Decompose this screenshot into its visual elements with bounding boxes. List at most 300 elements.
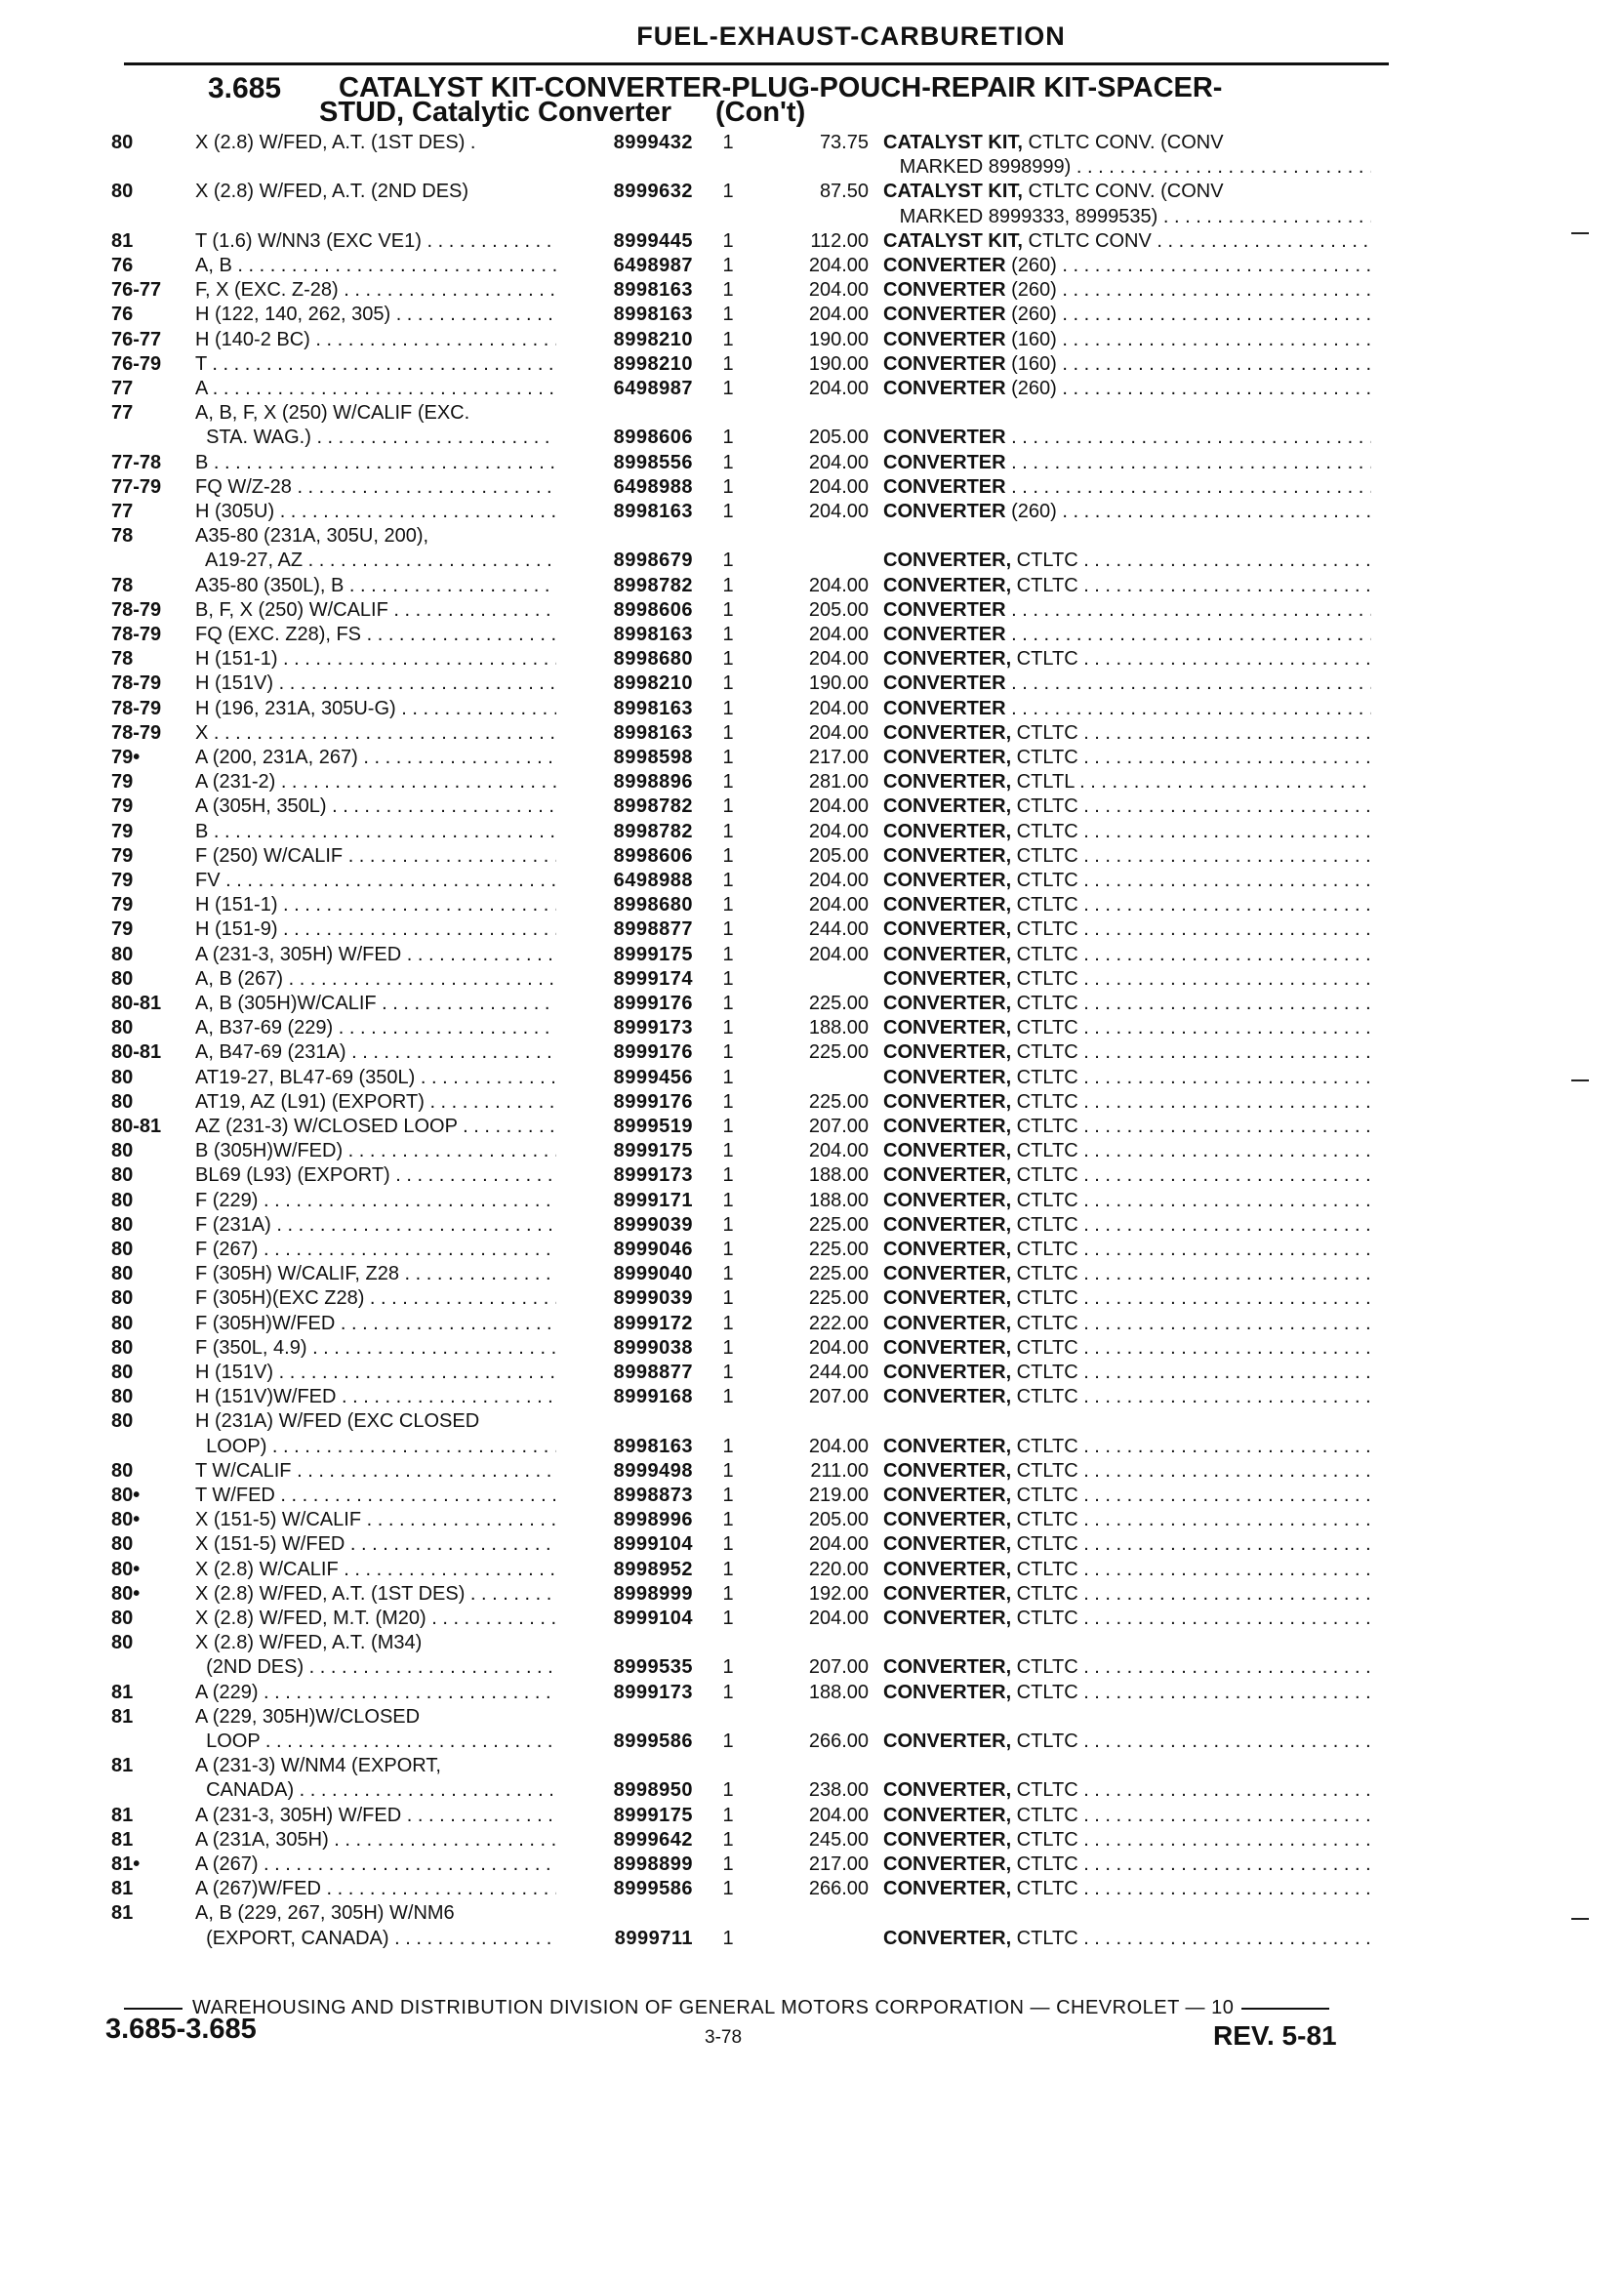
model-year: 76-77 — [111, 279, 162, 302]
part-name — [883, 574, 1371, 598]
part-name-detail: CTLTC — [1011, 1239, 1078, 1260]
part-name-detail: (160) — [1005, 328, 1057, 350]
model-year: 80• — [111, 1558, 141, 1580]
part-name — [883, 598, 1371, 623]
model-year: 80 — [111, 1213, 134, 1236]
part-name-detail: CTLTC CONV. (CONV — [1022, 181, 1224, 203]
price: 188.00 — [808, 1681, 869, 1703]
model-year: 76 — [111, 304, 134, 326]
part-name-primary: CONVERTER — [883, 378, 1006, 399]
part-number: 8999632 — [613, 181, 693, 203]
part-number: 8998782 — [613, 795, 693, 818]
part-name — [883, 967, 1371, 992]
price: 204.00 — [808, 721, 869, 744]
part-name-detail: CTLTC — [1011, 1164, 1078, 1187]
quantity: 1 — [722, 1878, 734, 1900]
part-name-detail: CTLTC — [1011, 574, 1078, 596]
quantity: 1 — [722, 1386, 734, 1408]
part-name-primary: CONVERTER, — [883, 1582, 1012, 1605]
quantity: 1 — [722, 967, 734, 990]
quantity: 1 — [722, 1090, 734, 1113]
page-header-title: FUEL-EXHAUST-CARBURETION — [636, 21, 1066, 51]
application-description: A, B47-69 (231A) . . . — [195, 1040, 556, 1065]
part-name-detail: CTLTC — [1011, 1116, 1078, 1137]
quantity: 1 — [722, 747, 734, 768]
part-number: 8999040 — [613, 1263, 693, 1285]
part-name-primary: CONVERTER, — [883, 1730, 1012, 1752]
price: 204.00 — [808, 894, 869, 916]
application-description: F (267) . . . — [195, 1238, 556, 1262]
quantity: 1 — [722, 1779, 734, 1802]
price: 204.00 — [808, 795, 869, 818]
price: 192.00 — [808, 1582, 869, 1605]
part-name — [883, 1312, 1371, 1336]
model-year: 80 — [111, 1287, 134, 1310]
part-name-primary: CONVERTER, — [883, 1828, 1012, 1851]
price: 188.00 — [808, 1017, 869, 1039]
part-name — [883, 1655, 1371, 1680]
part-name — [883, 254, 1371, 278]
price: 204.00 — [808, 304, 869, 326]
price: 204.00 — [808, 255, 869, 276]
price: 204.00 — [808, 943, 869, 965]
application-description: H (305U) . . . — [195, 500, 556, 524]
part-number: 8998163 — [613, 697, 693, 719]
model-year: 78-79 — [111, 598, 162, 621]
part-name-detail: CTLTC — [1011, 967, 1078, 990]
part-name-detail: CTLTC — [1011, 1459, 1078, 1482]
application-description: A (229) . . . — [195, 1681, 556, 1705]
quantity: 1 — [722, 1459, 734, 1482]
part-name — [883, 1139, 1371, 1163]
application-description: A . . . — [195, 377, 556, 401]
price: 190.00 — [808, 352, 869, 375]
part-name — [883, 1385, 1371, 1409]
part-name-detail: CTLTC — [1011, 1779, 1078, 1802]
application-description: A (267) . . . — [195, 1852, 556, 1877]
part-name — [883, 746, 1371, 770]
model-year: 77-79 — [111, 475, 162, 498]
part-name-primary: CATALYST KIT, — [883, 229, 1023, 252]
quantity: 1 — [722, 475, 734, 498]
part-name — [883, 278, 1371, 303]
application-description: A (231-2) . . . — [195, 770, 556, 794]
quantity: 1 — [722, 894, 734, 916]
quantity: 1 — [722, 697, 734, 719]
part-name-primary: CATALYST KIT, — [883, 181, 1023, 203]
model-year: 77 — [111, 501, 134, 522]
part-name-primary: CONVERTER, — [883, 1213, 1012, 1236]
part-name-primary: CONVERTER — [883, 352, 1006, 375]
part-name-detail: CTLTC — [1011, 894, 1078, 916]
part-name-primary: CONVERTER, — [883, 1362, 1012, 1383]
application-description: F (305H) W/CALIF, Z28 . . . — [195, 1262, 556, 1286]
application-description: A (229, 305H)W/CLOSED — [195, 1705, 421, 1728]
price: 112.00 — [810, 229, 869, 252]
part-number: 8999535 — [613, 1656, 693, 1679]
price: 205.00 — [808, 1509, 869, 1531]
part-name — [883, 794, 1371, 819]
part-name — [883, 1532, 1371, 1557]
quantity: 1 — [722, 1533, 734, 1556]
part-name — [883, 1115, 1371, 1139]
quantity: 1 — [722, 1263, 734, 1285]
price: 204.00 — [808, 1608, 869, 1629]
part-name — [883, 1040, 1371, 1065]
part-name — [883, 672, 1371, 696]
footer-division-line — [124, 1997, 1329, 2019]
part-number: 8998782 — [613, 820, 693, 842]
model-year: 79 — [111, 820, 134, 842]
price: 204.00 — [808, 648, 869, 671]
application-description: A, B (267) . . . — [195, 967, 556, 992]
application-description: H (151V)W/FED . . . — [195, 1385, 556, 1409]
application-description: B (305H)W/FED) . . . — [195, 1139, 556, 1163]
part-name-primary: CONVERTER, — [883, 550, 1012, 572]
section-number: 3.685 — [208, 72, 282, 104]
application-description: F (305H)W/FED . . . — [195, 1312, 556, 1336]
application-description: T (1.6) W/NN3 (EXC VE1) . . . — [195, 229, 556, 254]
part-name-detail: CTLTC — [1011, 918, 1078, 941]
part-number: 8999172 — [613, 1312, 693, 1334]
part-name — [883, 1262, 1371, 1286]
part-name-detail: CTLTC — [1011, 1435, 1078, 1457]
part-name-primary: CONVERTER — [883, 255, 1006, 276]
model-year: 78-79 — [111, 697, 162, 719]
part-number: 8998163 — [613, 304, 693, 326]
price: 219.00 — [808, 1485, 869, 1506]
quantity: 1 — [722, 1681, 734, 1703]
price: 204.00 — [808, 820, 869, 842]
margin-tick — [1571, 1079, 1589, 1081]
application-description: LOOP) . . . — [195, 1435, 556, 1459]
application-description: A (267)W/FED . . . — [195, 1877, 556, 1901]
part-name-detail: CTLTC — [1011, 1386, 1078, 1408]
part-number: 8998952 — [613, 1558, 693, 1580]
part-number: 8998210 — [613, 328, 693, 350]
application-description: H (196, 231A, 305U-G) . . . — [195, 697, 556, 721]
part-name — [883, 205, 1371, 229]
model-year: 80• — [111, 1485, 141, 1506]
model-year: 78-79 — [111, 721, 162, 744]
part-name-primary: CONVERTER, — [883, 1287, 1012, 1310]
part-name — [883, 1163, 1371, 1188]
application-description: H (140-2 BC) . . . — [195, 328, 556, 352]
model-year: 76-77 — [111, 328, 162, 350]
part-name-primary: CONVERTER — [883, 328, 1006, 350]
part-name — [883, 1804, 1371, 1828]
part-name-primary: CONVERTER, — [883, 1927, 1012, 1949]
footer-section-range: 3.685-3.685 — [105, 2014, 257, 2045]
part-number: 8998996 — [613, 1509, 693, 1531]
part-number: 8998899 — [613, 1853, 693, 1875]
price: 204.00 — [808, 1336, 869, 1359]
price: 204.00 — [808, 870, 869, 891]
price: 204.00 — [808, 1140, 869, 1162]
price: 225.00 — [808, 1239, 869, 1260]
part-name-detail: CTLTC — [1011, 844, 1078, 867]
part-name-detail: CTLTC — [1011, 1485, 1078, 1506]
part-name-primary: CATALYST KIT, — [883, 132, 1023, 153]
part-name — [883, 697, 1371, 721]
part-name-primary: CONVERTER, — [883, 1804, 1012, 1826]
part-name-primary: CONVERTER, — [883, 1779, 1012, 1802]
part-name — [883, 1828, 1371, 1852]
price: 207.00 — [808, 1116, 869, 1137]
part-name — [883, 1016, 1371, 1040]
part-number: 8998163 — [613, 279, 693, 302]
quantity: 1 — [722, 943, 734, 965]
model-year: 80-81 — [111, 1116, 162, 1137]
part-name-primary: CONVERTER — [883, 475, 1006, 498]
price: 225.00 — [808, 1287, 869, 1310]
model-year: 81 — [111, 1681, 134, 1703]
model-year: 80 — [111, 181, 134, 203]
application-description: A (231A, 305H) . . . — [195, 1828, 556, 1852]
part-number: 8998999 — [613, 1582, 693, 1605]
application-description: A19-27, AZ . . . — [195, 549, 556, 573]
application-description: X . . . — [195, 721, 556, 746]
part-name-detail: CTLTC — [1011, 993, 1078, 1014]
part-number: 8999175 — [613, 1140, 693, 1162]
part-number: 8999586 — [613, 1878, 693, 1900]
quantity: 1 — [722, 1927, 734, 1949]
application-description: X (151-5) W/CALIF . . . — [195, 1508, 556, 1532]
part-name-detail: CTLTC — [1011, 1533, 1078, 1556]
application-description: AZ (231-3) W/CLOSED LOOP . . . — [195, 1115, 556, 1139]
part-name — [883, 1435, 1371, 1459]
part-name — [883, 1852, 1371, 1877]
quantity: 1 — [722, 501, 734, 522]
quantity: 1 — [722, 1066, 734, 1088]
part-name-primary: CONVERTER — [883, 624, 1006, 645]
part-name — [883, 1877, 1371, 1901]
application-description: STA. WAG.) . . . — [195, 426, 556, 450]
part-name-detail: CTLTC — [1011, 747, 1078, 768]
model-year: 81 — [111, 1902, 134, 1925]
part-name-detail: CTLTC — [1011, 1730, 1078, 1752]
application-description: X (2.8) W/CALIF . . . — [195, 1558, 556, 1582]
model-year: 79 — [111, 795, 134, 818]
part-name-detail: CTLTC — [1011, 1853, 1078, 1875]
footer-page-number: 3-78 — [705, 2027, 743, 2048]
part-name — [883, 1607, 1371, 1631]
price: 190.00 — [808, 672, 869, 695]
model-year: 79 — [111, 844, 134, 867]
quantity: 1 — [722, 1239, 734, 1260]
application-description: A35-80 (350L), B . . . — [195, 574, 556, 598]
model-year: 80 — [111, 1164, 134, 1187]
part-name — [883, 721, 1371, 746]
price: 204.00 — [808, 1435, 869, 1457]
quantity: 1 — [722, 1336, 734, 1359]
part-number: 6498988 — [613, 475, 693, 498]
application-description: A (231-3) W/NM4 (EXPORT, — [195, 1755, 441, 1777]
part-name-primary: CONVERTER, — [883, 1116, 1012, 1137]
price: 238.00 — [808, 1779, 869, 1802]
price: 225.00 — [808, 993, 869, 1014]
part-number: 8999642 — [613, 1828, 693, 1851]
part-name-primary: CONVERTER — [883, 279, 1006, 302]
model-year: 77 — [111, 402, 134, 425]
quantity: 1 — [722, 1730, 734, 1752]
part-name-detail: CTLTC — [1011, 870, 1078, 891]
section-title: CATALYST KIT-CONVERTER-PLUG-POUCH-REPAIR KIT-SPACER- — [339, 72, 1223, 103]
part-name — [883, 229, 1371, 254]
model-year: 81 — [111, 1755, 134, 1777]
part-number: 8999039 — [613, 1213, 693, 1236]
application-description: AT19, AZ (L91) (EXPORT) . . . — [195, 1090, 556, 1115]
part-name-detail: CTLTC CONV — [1022, 229, 1152, 252]
part-name-primary: CONVERTER, — [883, 1608, 1012, 1629]
part-name-primary: CONVERTER — [883, 598, 1006, 621]
part-name-primary: CONVERTER, — [883, 993, 1012, 1014]
application-description: A (305H, 350L) . . . — [195, 794, 556, 819]
price: 204.00 — [808, 475, 869, 498]
part-name-primary: CONVERTER, — [883, 1558, 1012, 1580]
part-number: 8998210 — [613, 352, 693, 375]
part-name-detail: CTLTC — [1011, 943, 1078, 965]
model-year: 80• — [111, 1509, 141, 1531]
part-number: 8998950 — [613, 1779, 693, 1802]
part-name-primary: CONVERTER, — [883, 721, 1012, 744]
part-name — [883, 1066, 1371, 1090]
price: 281.00 — [808, 771, 869, 794]
application-description: H (151V) . . . — [195, 1361, 556, 1385]
part-name — [883, 377, 1371, 401]
price: 204.00 — [808, 501, 869, 522]
part-name-primary: CONVERTER, — [883, 1853, 1012, 1875]
part-name — [883, 820, 1371, 844]
application-description: AT19-27, BL47-69 (350L) . . . — [195, 1066, 556, 1090]
part-number: 8999173 — [613, 1017, 693, 1039]
part-number: 8998556 — [613, 451, 693, 473]
model-year: 80 — [111, 1410, 134, 1433]
quantity: 1 — [722, 598, 734, 621]
model-year: 80 — [111, 967, 134, 990]
price: 207.00 — [808, 1386, 869, 1408]
application-description: A (231-3, 305H) W/FED . . . — [195, 1804, 556, 1828]
part-name — [883, 1558, 1371, 1582]
part-name — [883, 328, 1371, 352]
quantity: 1 — [722, 1362, 734, 1383]
model-year: 78-79 — [111, 672, 162, 695]
part-name-detail: CTLTC — [1011, 1681, 1078, 1703]
part-name — [883, 1927, 1371, 1951]
application-description: A (200, 231A, 267) . . . — [195, 746, 556, 770]
part-name-detail: CTLTC — [1011, 550, 1078, 572]
part-name-detail: CTLTC — [1011, 1287, 1078, 1310]
part-name-primary: CONVERTER, — [883, 1041, 1012, 1064]
part-name — [883, 869, 1371, 893]
model-year: 80 — [111, 1140, 134, 1162]
quantity: 1 — [722, 993, 734, 1014]
quantity: 1 — [722, 1509, 734, 1531]
application-description: H (151-1) . . . — [195, 647, 556, 672]
model-year: 80 — [111, 1263, 134, 1285]
application-description: T W/FED . . . — [195, 1484, 556, 1508]
model-year: 80 — [111, 1090, 134, 1113]
part-number: 8998877 — [613, 918, 693, 941]
part-name-detail: (260) — [1005, 304, 1057, 326]
quantity: 1 — [722, 1213, 734, 1236]
price: 225.00 — [808, 1090, 869, 1113]
model-year: 78 — [111, 574, 134, 596]
application-description: T . . . — [195, 352, 556, 377]
quantity: 1 — [722, 1804, 734, 1826]
part-name-detail: CTLTC — [1011, 648, 1078, 671]
model-year: 79 — [111, 771, 134, 794]
application-description: (2ND DES) . . . — [195, 1655, 556, 1680]
quantity: 1 — [722, 624, 734, 645]
application-description: H (151-1) . . . — [195, 893, 556, 917]
quantity: 1 — [722, 378, 734, 399]
application-description: T W/CALIF . . . — [195, 1459, 556, 1484]
part-name-primary: CONVERTER, — [883, 1189, 1012, 1211]
section-subtitle-text: STUD, Catalytic Converter — [319, 97, 671, 128]
application-description: X (2.8) W/FED, A.T. (2ND DES) — [195, 181, 469, 203]
price: 207.00 — [808, 1656, 869, 1679]
part-name-detail: CTLTC — [1011, 1927, 1078, 1949]
application-description: A, B . . . — [195, 254, 556, 278]
model-year: 78 — [111, 525, 134, 548]
part-name-primary: CONVERTER, — [883, 1681, 1012, 1703]
part-name — [883, 623, 1371, 647]
part-name-detail: CTLTC — [1011, 1336, 1078, 1359]
price: 266.00 — [808, 1878, 869, 1900]
price: 217.00 — [808, 747, 869, 768]
price: 222.00 — [808, 1312, 869, 1334]
part-name-detail: CTLTC — [1011, 1878, 1078, 1900]
quantity: 1 — [722, 844, 734, 867]
model-year: 81 — [111, 229, 134, 252]
price: 211.00 — [810, 1459, 869, 1482]
model-year: 76 — [111, 255, 134, 276]
application-description: H (151-9) . . . — [195, 917, 556, 942]
quantity: 1 — [722, 550, 734, 572]
part-name — [883, 1484, 1371, 1508]
price: 205.00 — [808, 844, 869, 867]
part-name — [883, 1778, 1371, 1803]
price: 204.00 — [808, 1533, 869, 1556]
part-number: 8999046 — [613, 1239, 693, 1260]
part-name-primary: CONVERTER, — [883, 1140, 1012, 1162]
part-number: 8998782 — [613, 574, 693, 596]
model-year: 80 — [111, 1632, 134, 1654]
price: 204.00 — [808, 574, 869, 596]
part-name-primary: CONVERTER, — [883, 1435, 1012, 1457]
part-name — [883, 426, 1371, 450]
part-name-detail: CTLTC — [1011, 795, 1078, 818]
part-number: 8999519 — [613, 1116, 693, 1137]
part-name-primary: CONVERTER, — [883, 1164, 1012, 1187]
application-description: X (151-5) W/FED . . . — [195, 1532, 556, 1557]
part-number: 6498987 — [613, 255, 693, 276]
part-number: 8998210 — [613, 672, 693, 695]
model-year: 80 — [111, 1459, 134, 1482]
part-number: 8998606 — [613, 598, 693, 621]
model-year: 77-78 — [111, 451, 162, 473]
quantity: 1 — [722, 181, 734, 203]
part-number: 8998873 — [613, 1485, 693, 1506]
application-description: F, X (EXC. Z-28) . . . — [195, 278, 556, 303]
part-name — [883, 131, 1371, 155]
part-number: 8999498 — [613, 1459, 693, 1482]
part-name-detail: CTLTC — [1011, 1066, 1078, 1088]
part-name — [883, 770, 1371, 794]
part-number: 8998163 — [613, 501, 693, 522]
part-name-primary: CONVERTER, — [883, 1878, 1012, 1900]
